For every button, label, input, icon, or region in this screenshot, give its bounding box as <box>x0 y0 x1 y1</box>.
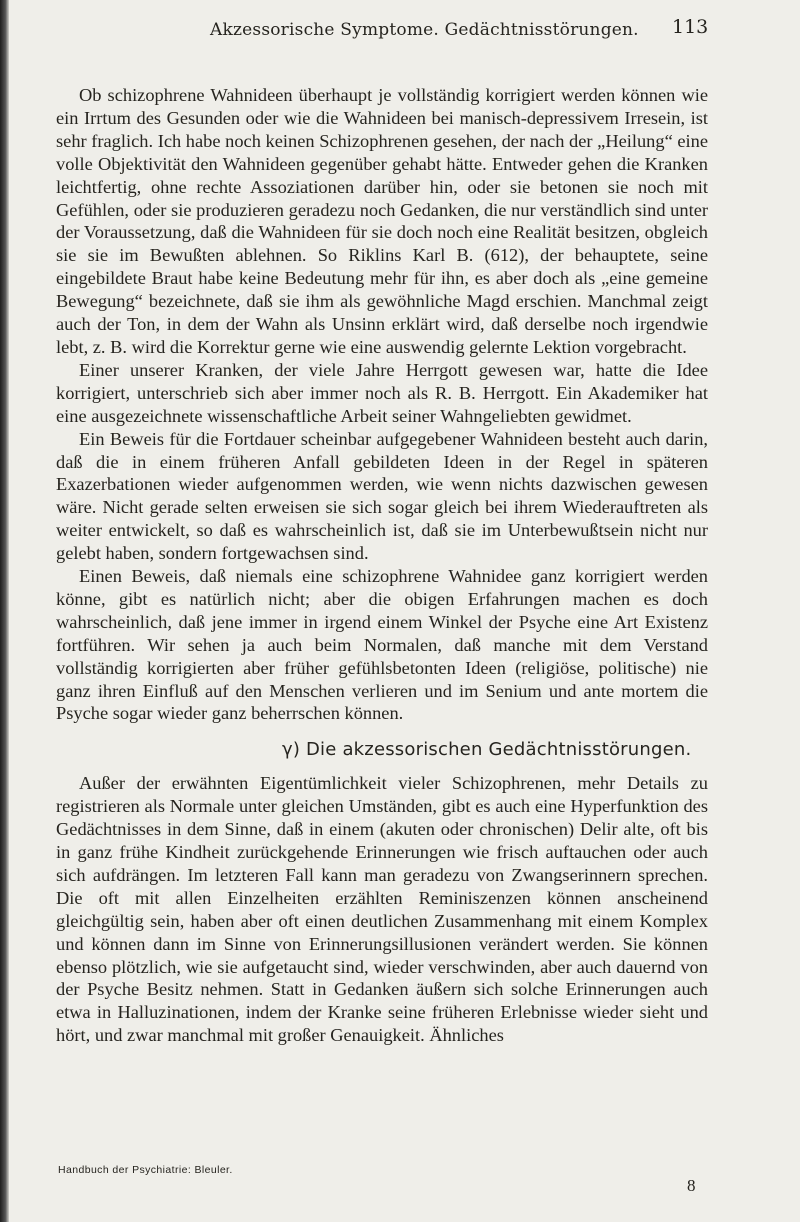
running-title: Akzessorische Symptome. Gedächtnisstörungen. <box>210 20 639 40</box>
paragraph: Außer der erwähnten Eigentümlichkeit vieler Schizophrenen, mehr Details zu registrieren als Normale unter gleichen Umständen, gibt es auch eine Hyperfunktion des Gedächtnisses in dem Sinne, daß in einem (akuten oder chronischen) Delir alte, oft bis in ganz frühe Kindheit zurückgehende Erinnerungen wie frisch auftauchen oder auch sich aufdrängen. Im letzteren Fall kann man geradezu von Zwangserinnern sprechen. Die oft mit allen Einzelheiten erzählten Reminiszenzen können anscheinend gleichgültig sein, haben aber oft einen deutlichen Zusammenhang mit einem Komplex und können dann im Sinne von Erinnerungsillusionen verändert werden. Sie können ebenso plötzlich, wie sie aufgetaucht sind, wieder verschwinden, aber auch dauernd von der Psyche Besitz nehmen. Statt in Gedanken äußern sich solche Erinnerungen auch etwa in Halluzinationen, indem der Kranke seine früheren Erlebnisse wieder sieht und hört, und zwar manchmal mit großer Genauigkeit. Ähnliches <box>56 773 708 1046</box>
paragraph: Ein Beweis für die Fortdauer scheinbar aufgegebener Wahnideen besteht auch darin, daß die in einem früheren Anfall gebildeten Ideen in der Regel in späteren Exazerbationen wieder aufgenommen werden, wie wenn nichts dazwischen gewesen wäre. Nicht gerade selten erweisen sie sich sogar gleich bei ihrem Wiederauftreten als weiter entwickelt, so daß es wahrscheinlich ist, daß sie im Unterbewußtsein nicht nur gelebt haben, sondern fortgewachsen sind. <box>56 428 708 564</box>
footer-note: Handbuch der Psychiatrie: Bleuler. <box>58 1164 233 1176</box>
signature-mark: 8 <box>687 1176 696 1195</box>
paragraph: Ob schizophrene Wahnideen überhaupt je vollständig korrigiert werden können wie ein Irrtum des Gesunden oder wie die Wahnideen bei manisch-depressivem Irresein, ist sehr fraglich. Ich habe noch keinen Schizophrenen gesehen, der nach der „Heilung“ eine volle Objektivität den Wahnideen gegenüber gehabt hätte. Entweder gehen die Kranken leichtfertig, ohne rechte Assoziationen darüber hin, oder sie betonen sie noch mit Gefühlen, oder sie produzieren geradezu noch Gedanken, die nur verständlich sind unter der Voraussetzung, daß die Wahnideen für sie doch noch eine Realität besitzen, obgleich sie sie im Bewußten ablehnen. So Riklins Karl B. (612), der behauptete, seine eingebildete Braut habe keine Bedeutung mehr für ihn, es aber doch als „eine gemeine Bewegung“ bezeichnete, daß sie ihm als gewöhnliche Magd erschien. Manchmal zeigt auch der Ton, in dem der Wahn als Unsinn erklärt wird, daß derselbe noch irgendwie lebt, z. B. wird die Korrektur gerne wie eine auswendig gelernte Lektion vorgebracht. <box>56 85 708 357</box>
body-text <box>56 84 708 1047</box>
paragraph: Einer unserer Kranken, der viele Jahre Herrgott gewesen war, hatte die Idee korrigiert, unterschrieb sich aber immer noch als R. B. Herrgott. Ein Akademiker hat eine ausgezeichnete wissenschaftliche Arbeit seiner Wahngeliebten gewidmet. <box>56 359 708 426</box>
page-number: 113 <box>672 16 709 38</box>
paragraph: Einen Beweis, daß niemals eine schizophrene Wahnidee ganz korrigiert werden könne, gibt es natürlich nicht; aber die obigen Erfahrungen machen es doch wahrscheinlich, daß jene immer in irgend einem Winkel der Psyche eine Art Existenz fortführen. Wir sehen ja auch beim Normalen, daß manche mit dem Verstand vollständig korrigierten aber früher gefühlsbetonten Ideen (religiöse, politische) nie ganz ihren Einfluß auf den Menschen verlieren und im Senium und ante mortem die Psyche sogar wieder ganz beherrschen können. <box>56 566 708 724</box>
section-heading: γ) Die akzessorischen Gedächtnisstörungen. <box>282 739 692 761</box>
book-spine-shadow <box>0 0 9 1222</box>
